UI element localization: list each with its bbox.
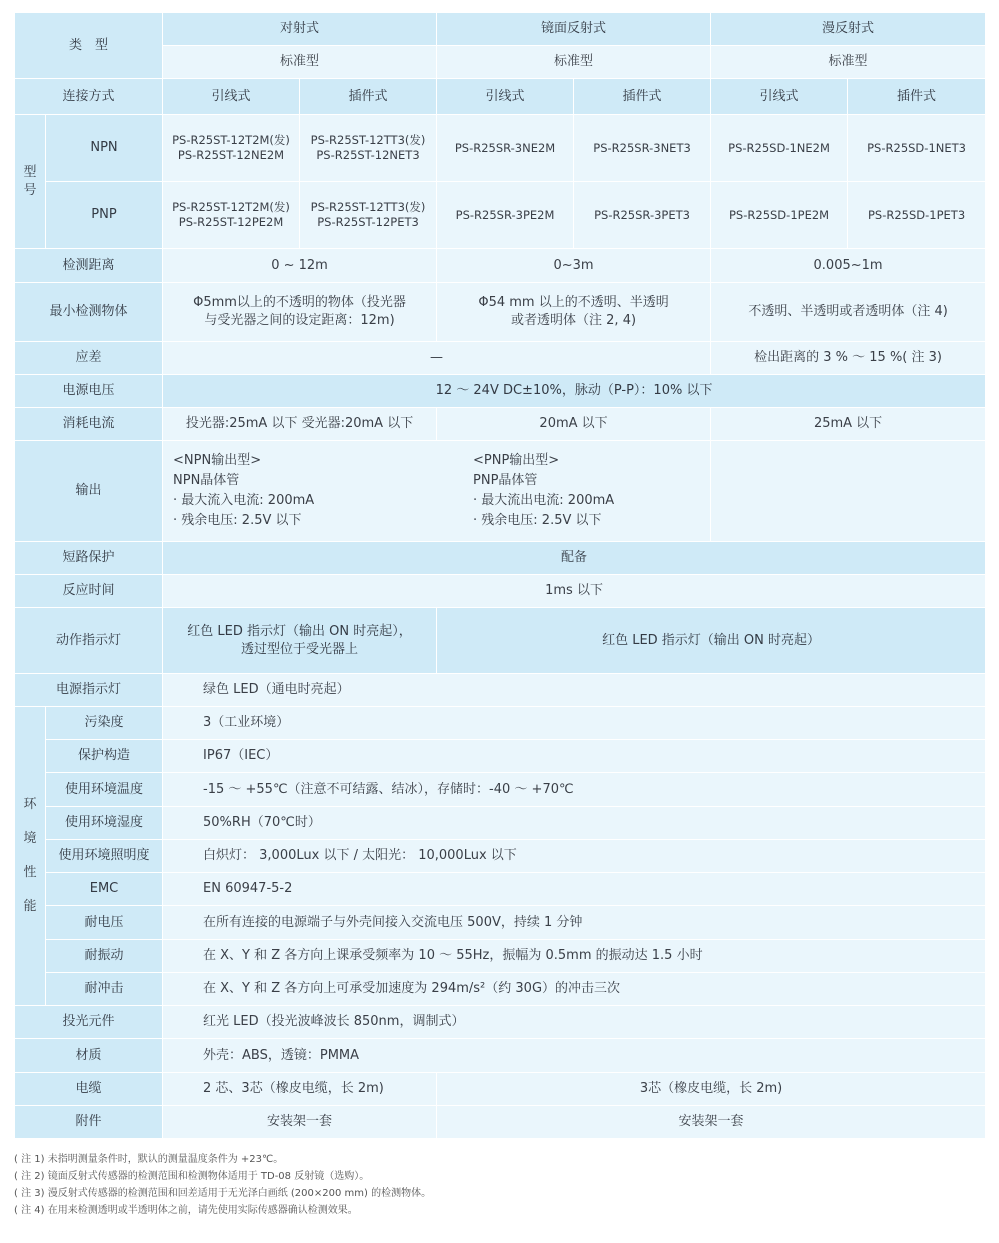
material-label: 材质 — [15, 1039, 163, 1073]
env-label-voltage-withstand: 耐电压 — [46, 906, 163, 940]
supply-voltage-value: 12 ～ 24V DC±10%，脉动（P-P）：10% 以下 — [163, 375, 986, 408]
accessory-left: 安装架一套 — [163, 1106, 437, 1139]
footnotes — [14, 1151, 431, 1219]
footnote-2: ( 注 2) 镜面反射式传感器的检测范围和检测物体适用于 TD-08 反射镜（选购）。 — [14, 1171, 370, 1182]
env-label-illuminance: 使用环境照明度 — [46, 840, 163, 873]
output-label: 输出 — [15, 441, 163, 542]
model-label: 型 号 — [15, 115, 46, 249]
footnote-4: ( 注 4) 在用来检测透明或半透明体之前，请先使用实际传感器确认检测效果。 — [14, 1205, 358, 1216]
header-thru-beam: 对射式 — [163, 13, 437, 46]
accessory-right: 安装架一套 — [437, 1106, 986, 1139]
env-value-humidity: 50%RH（70℃时） — [163, 807, 986, 840]
action-indicator-others: 红色 LED 指示灯（输出 ON 时亮起） — [437, 608, 986, 674]
conn-mirror-plug: 插件式 — [574, 79, 711, 115]
npn-model-thru-lead: PS-R25ST-12T2M(发) PS-R25ST-12NE2M — [163, 115, 300, 182]
current-diffuse: 25mA 以下 — [711, 408, 986, 441]
type-label: 类 型 — [15, 13, 163, 79]
hysteresis-diffuse: 检出距离的 3 % ～ 15 %( 注 3) — [711, 342, 986, 375]
env-value-pollution: 3（工业环境） — [163, 707, 986, 740]
spec-table — [14, 12, 986, 1139]
current-thru: 投光器:25mA 以下 受光器:20mA 以下 — [163, 408, 437, 441]
footnote-1: ( 注 1) 未指明测量条件时，默认的测量温度条件为 +23℃。 — [14, 1154, 284, 1165]
material-value: 外壳：ABS，透镜：PMMA — [163, 1039, 986, 1073]
min-object-label: 最小检测物体 — [15, 283, 163, 342]
detect-distance-diffuse: 0.005~1m — [711, 249, 986, 283]
output-pnp: <PNP输出型> PNP晶体管 · 最大流出电流: 200mA · 残余电压: 2.5V 以下 — [473, 453, 615, 528]
hysteresis-label: 应差 — [15, 342, 163, 375]
env-label-humidity: 使用环境湿度 — [46, 807, 163, 840]
env-label-protection: 保护构造 — [46, 740, 163, 773]
min-object-diffuse: 不透明、半透明或者透明体（注 4) — [711, 283, 986, 342]
npn-model-diffuse-lead: PS-R25SD-1NE2M — [711, 115, 848, 182]
conn-mirror-lead: 引线式 — [437, 79, 574, 115]
emitter-label: 投光元件 — [15, 1006, 163, 1039]
cable-left: 2 芯、3芯（橡皮电缆，长 2m) — [163, 1073, 437, 1106]
min-object-thru: Φ5mm以上的不透明的物体（投光器 与受光器之间的设定距离：12m) — [163, 283, 437, 342]
std-type-mirror: 标准型 — [437, 46, 711, 79]
std-type-thru: 标准型 — [163, 46, 437, 79]
std-type-diffuse: 标准型 — [711, 46, 986, 79]
output-npn: <NPN输出型> NPN晶体管 · 最大流入电流: 200mA · 残余电压: 2.5V 以下 — [173, 453, 315, 528]
detect-distance-mirror: 0~3m — [437, 249, 711, 283]
env-value-illuminance: 白炽灯： 3,000Lux 以下 / 太阳光： 10,000Lux 以下 — [163, 840, 986, 873]
env-value-voltage-withstand: 在所有连接的电源端子与外壳间接入交流电压 500V，持续 1 分钟 — [163, 906, 986, 940]
action-indicator-thru: 红色 LED 指示灯（输出 ON 时亮起）， 透过型位于受光器上 — [163, 608, 437, 674]
conn-thru-plug: 插件式 — [300, 79, 437, 115]
power-indicator-value: 绿色 LED（通电时亮起） — [163, 674, 986, 707]
accessory-label: 附件 — [15, 1106, 163, 1139]
env-value-shock: 在 X、Y 和 Z 各方向上可承受加速度为 294m/s²（约 30G）的冲击三次 — [163, 973, 986, 1006]
env-label-emc: EMC — [46, 873, 163, 906]
response-time-value: 1ms 以下 — [163, 575, 986, 608]
output-spec — [163, 441, 711, 542]
conn-diffuse-plug: 插件式 — [848, 79, 986, 115]
pnp-model-mirror-lead: PS-R25SR-3PE2M — [437, 182, 574, 249]
pnp-model-mirror-plug: PS-R25SR-3PET3 — [574, 182, 711, 249]
short-circuit-value: 配备 — [163, 542, 986, 575]
cable-label: 电缆 — [15, 1073, 163, 1106]
env-value-protection: IP67（IEC） — [163, 740, 986, 773]
short-circuit-label: 短路保护 — [15, 542, 163, 575]
pnp-model-thru-plug: PS-R25ST-12TT3(发) PS-R25ST-12PET3 — [300, 182, 437, 249]
npn-model-diffuse-plug: PS-R25SD-1NET3 — [848, 115, 986, 182]
cable-right: 3芯（橡皮电缆，长 2m) — [437, 1073, 986, 1106]
env-label-vibration: 耐振动 — [46, 940, 163, 973]
pnp-label: PNP — [46, 182, 163, 249]
connection-label: 连接方式 — [15, 79, 163, 115]
response-time-label: 反应时间 — [15, 575, 163, 608]
env-label-pollution: 污染度 — [46, 707, 163, 740]
npn-label: NPN — [46, 115, 163, 182]
conn-thru-lead: 引线式 — [163, 79, 300, 115]
output-blank — [711, 441, 986, 542]
detect-distance-label: 检测距离 — [15, 249, 163, 283]
detect-distance-thru: 0 ~ 12m — [163, 249, 437, 283]
pnp-model-diffuse-lead: PS-R25SD-1PE2M — [711, 182, 848, 249]
pnp-model-diffuse-plug: PS-R25SD-1PET3 — [848, 182, 986, 249]
npn-model-thru-plug: PS-R25ST-12TT3(发) PS-R25ST-12NET3 — [300, 115, 437, 182]
env-label-shock: 耐冲击 — [46, 973, 163, 1006]
conn-diffuse-lead: 引线式 — [711, 79, 848, 115]
power-indicator-label: 电源指示灯 — [15, 674, 163, 707]
environment-group-label: 环 境 性 能 — [15, 707, 46, 1006]
emitter-value: 红光 LED（投光波峰波长 850nm，调制式） — [163, 1006, 986, 1039]
current-label: 消耗电流 — [15, 408, 163, 441]
supply-voltage-label: 电源电压 — [15, 375, 163, 408]
hysteresis-thru-mirror: — — [163, 342, 711, 375]
env-value-vibration: 在 X、Y 和 Z 各方向上课承受频率为 10 ～ 55Hz，振幅为 0.5mm 的振动达 1.5 小时 — [163, 940, 986, 973]
env-label-temperature: 使用环境温度 — [46, 773, 163, 807]
pnp-model-thru-lead: PS-R25ST-12T2M(发) PS-R25ST-12PE2M — [163, 182, 300, 249]
footnote-3: ( 注 3) 漫反射式传感器的检测范围和回差适用于无光泽白画纸 (200×200 mm) 的检测物体。 — [14, 1188, 432, 1199]
header-mirror-reflective: 镜面反射式 — [437, 13, 711, 46]
header-diffuse-reflective: 漫反射式 — [711, 13, 986, 46]
spec-sheet — [14, 12, 985, 1139]
npn-model-mirror-plug: PS-R25SR-3NET3 — [574, 115, 711, 182]
npn-model-mirror-lead: PS-R25SR-3NE2M — [437, 115, 574, 182]
env-value-temperature: -15 ～ +55℃（注意不可结露、结冰），存储时：-40 ～ +70℃ — [163, 773, 986, 807]
action-indicator-label: 动作指示灯 — [15, 608, 163, 674]
env-value-emc: EN 60947-5-2 — [163, 873, 986, 906]
min-object-mirror: Φ54 mm 以上的不透明、半透明 或者透明体（注 2, 4) — [437, 283, 711, 342]
current-mirror: 20mA 以下 — [437, 408, 711, 441]
